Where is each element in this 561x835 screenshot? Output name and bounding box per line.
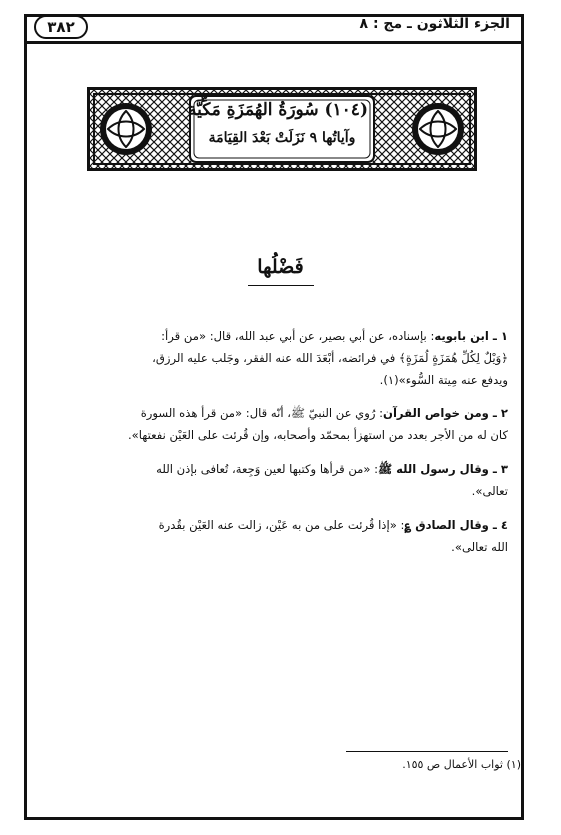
footnote-rule (346, 751, 508, 752)
paragraph-4-lead: ٤ ـ وقال الصادق ؏ (404, 518, 508, 532)
section-title: فَضْلُها (257, 256, 304, 278)
running-header-title: الجزء الثلاثون ـ مج : ٨ (359, 16, 510, 32)
ornamental-frame (86, 86, 478, 172)
surah-verses-info: وآياتُها ٩ نَزَلَتْ بَعْدَ القِيَامَة (208, 130, 356, 146)
paragraph-1-line-1: ١ ـ ابن بابويه: بإسناده، عن أبي بصير، عن أبي عبد الله، قال: «من قرأ: (161, 329, 508, 343)
surah-title: (١٠٤) سُورَةُ الهُمَزَةِ مَكِّيَّة (188, 100, 368, 120)
paragraph-4-line-2: الله تعالى». (451, 540, 508, 554)
paragraph-3-lead: ٣ ـ وقال رسول الله ﷺ (378, 462, 508, 476)
paragraph-2-line-2: كان له من الأجر بعدد من استهزأ بمحمّد وأصحابه، وإن قُرئت على العَيْن نفعتها». (127, 428, 508, 442)
paragraph-2-line-1: ٢ ـ ومن خواص القرآن: رُوي عن النبيّ ﷺ، أنّه قال: «من قرأ هذه السورة (140, 406, 508, 420)
footnote: (١) ثواب الأعمال ص ١٥٥. (402, 758, 521, 771)
paragraph-1 (38, 325, 508, 391)
paragraph-3 (38, 458, 508, 502)
paragraph-4-line-1: ٤ ـ وقال الصادق ؏: «إذا قُرئت على من به عَيْن، زالت عنه العَيْن بقُدرة (158, 518, 508, 532)
paragraph-1-lead: ١ ـ ابن بابويه (434, 329, 508, 343)
page-number: ٣٨٢ (34, 15, 88, 39)
section-title-rule (248, 285, 314, 286)
running-header (24, 14, 524, 44)
paragraph-4 (38, 514, 508, 558)
paragraph-2-lead: ٢ ـ ومن خواص القرآن (383, 406, 508, 420)
paragraph-3-line-1: ٣ ـ وقال رسول الله ﷺ: «من قرأها وكتبها لعين وَجِعة، تُعافى بإذن الله (156, 462, 508, 476)
paragraph-2 (38, 402, 508, 446)
paragraph-3-line-2: تعالى». (471, 484, 508, 498)
paragraph-1-line-3: ويدفع عنه مِيتة السُّوء»(١). (379, 373, 508, 387)
surah-banner (86, 86, 478, 172)
paragraph-1-line-2: ﴿وَيْلٌ لِكُلِّ هُمَزَةٍ لُمَزَةٍ﴾ في فرائضه، أبْعَدَ الله عنه الفقر، وجَلب عليه الرزق، (152, 351, 508, 365)
